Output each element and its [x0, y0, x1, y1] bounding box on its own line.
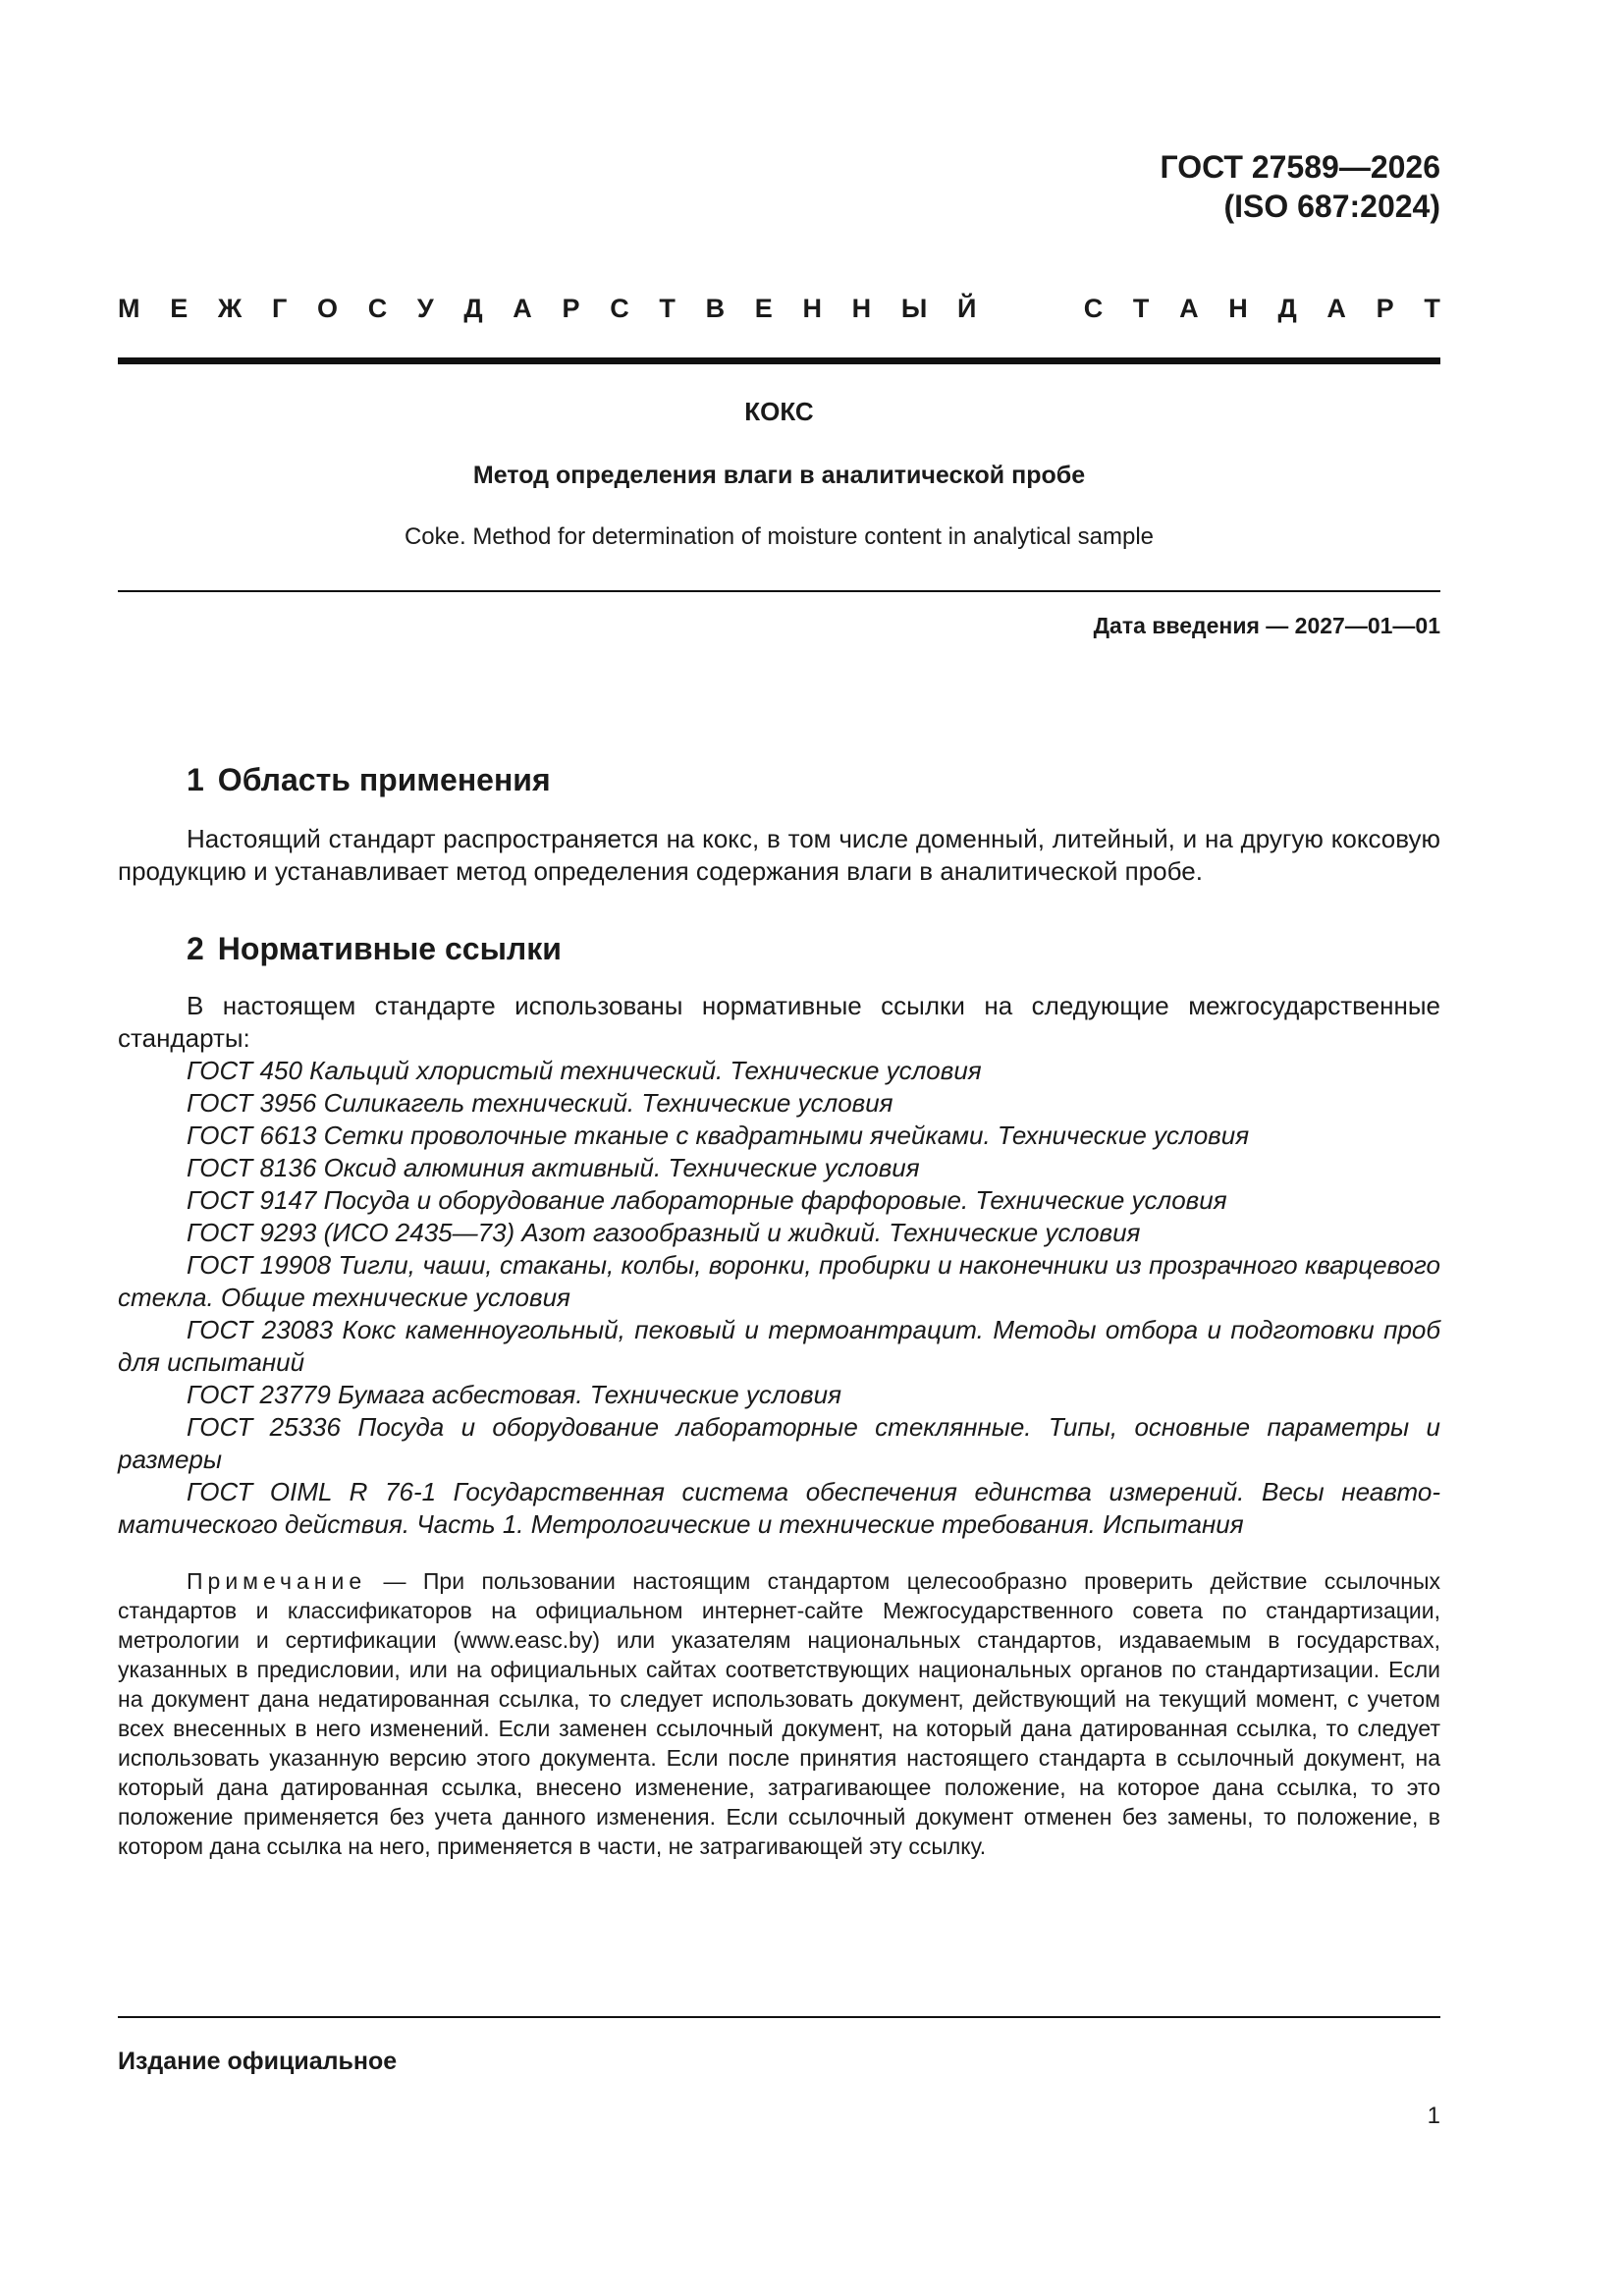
document-subtitle: Метод определения влаги в аналитической пробе [472, 462, 1086, 489]
section-1-title: Область применения [217, 762, 551, 797]
banner-letter: Г [271, 293, 288, 323]
banner-letter: Д [1277, 293, 1297, 323]
banner-letter: М [118, 293, 140, 323]
introduction-date: Дата введения — 2027—01—01 [1093, 613, 1440, 638]
reference-item: ГОСТ 9147 Посуда и оборудование лабораторные фарфоровые. Технические условия [187, 1185, 1227, 1215]
banner-letter: Е [754, 293, 773, 323]
banner-letter: Н [802, 293, 822, 323]
banner-letter: С [610, 293, 629, 323]
footer-rule [118, 2016, 1440, 2018]
banner-letter: А [513, 293, 532, 323]
section-2-heading [187, 929, 562, 968]
title-bottom-rule [118, 590, 1440, 592]
note-label: Примечание [187, 1568, 367, 1594]
reference-item: ГОСТ 6613 Сетки проволочные тканые с квадратными ячейками. Технические условия [187, 1121, 1250, 1150]
reference-item: ГОСТ 3956 Силикагель технический. Технические условия [187, 1088, 893, 1118]
section-2-number: 2 [187, 931, 204, 966]
official-edition-label: Издание официальное [118, 2048, 398, 2075]
section-2-intro: В настоящем стандарте использованы нормативные ссылки на следующие межгосударственные стандарты: [118, 991, 1440, 1053]
reference-item: ГОСТ 19908 Тигли, чаши, стаканы, колбы, воронки, пробирки и наконечники из прозрачного кварцевого стекла. Общие технические условия [118, 1250, 1440, 1312]
banner-letter: С [367, 293, 388, 323]
section-2-title: Нормативные ссылки [217, 931, 562, 966]
banner-letter: А [1326, 293, 1346, 323]
iso-number: (ISO 687:2024) [1223, 189, 1440, 224]
banner-letter: Р [1376, 293, 1394, 323]
banner-letter: Т [1132, 293, 1150, 323]
section-1-text: Настоящий стандарт распространяется на кокс, в том числе доменный, литейный, и на другую коксовую продукцию и устанавливает метод определения содержания влаги в аналитической пробе. [118, 824, 1440, 886]
references-note [118, 1566, 1440, 1861]
banner-letter: У [416, 293, 434, 323]
document-title: КОКС [744, 397, 814, 426]
banner-letter: Е [170, 293, 189, 323]
section-1-heading [187, 760, 551, 799]
page-number: 1 [1427, 2103, 1440, 2129]
reference-item: ГОСТ 25336 Посуда и оборудование лабораторные стеклянные. Типы, основные параметры и размеры [118, 1412, 1440, 1474]
banner-letter: С [1083, 293, 1104, 323]
banner-letter: Д [463, 293, 483, 323]
banner-letter: А [1179, 293, 1199, 323]
reference-item: ГОСТ 9293 (ИСО 2435—73) Азот газообразный и жидкий. Технические условия [187, 1218, 1141, 1247]
reference-item: ГОСТ 450 Кальций хлористый технический. Технические условия [187, 1056, 982, 1085]
reference-item: ГОСТ 23779 Бумага асбестовая. Технические условия [187, 1380, 841, 1409]
interstate-standard-banner [118, 291, 1440, 326]
standard-designation [1160, 147, 1440, 226]
reference-item: ГОСТ 8136 Оксид алюминия активный. Технические условия [187, 1153, 920, 1182]
standard-number: ГОСТ 27589—2026 [1160, 149, 1440, 185]
reference-item: ГОСТ 23083 Кокс каменноугольный, пековый и термоантрацит. Методы отбора и подготовки проб для испытаний [118, 1315, 1440, 1377]
banner-letter: Ж [217, 293, 243, 323]
banner-letter: Т [659, 293, 676, 323]
header-thick-rule [118, 357, 1440, 364]
banner-letter: Н [1228, 293, 1248, 323]
note-text: — При пользовании настоящим стандартом целесообразно проверить действие ссылочных стандартов и классификаторов на официальном интернет-сайте Межгосударственного совета по стандартизации, метрологии и сертификации (www.easc.by) или указателям национальных стандартов, издаваемым в государствах, указанных в предисловии, или на официальных сайтах соответствующих национальных органов по стандартизации. Если на документ дана недатированная ссылка, то следует использовать документ, действующий на текущий момент, с учетом всех внесенных в него изменений. Если заменен ссылочный документ, на который дана датированная ссылка, то следует использовать указанную версию этого документа. Если после принятия настоящего стандарта в ссылочный документ, на который дана датированная ссылка, внесено изменение, затрагивающее положение, на которое дана ссылка, то это положение применяется без учета данного изменения. Если ссылочный документ отменен без замены, то положение, в котором дана ссылка на него, применяется в части, не затрагивающей эту ссылку. [118, 1568, 1440, 1859]
document-title-english: Coke. Method for determination of moisture content in analytical sample [404, 523, 1155, 550]
reference-item: ГОСТ OIML R 76-1 Государственная система обеспечения единства измерений. Весы неавтоматического действия. Часть 1. Метрологические и технические требования. Испытания [118, 1477, 1440, 1539]
banner-letter: О [316, 293, 338, 323]
banner-letter: Й [956, 293, 977, 323]
banner-letter: В [705, 293, 726, 323]
section-1-number: 1 [187, 762, 204, 797]
banner-letter: Н [851, 293, 872, 323]
banner-letter: Т [1424, 293, 1440, 323]
normative-references-list [118, 1055, 1440, 1541]
banner-letter: Р [562, 293, 580, 323]
banner-letter: Ы [900, 293, 928, 323]
